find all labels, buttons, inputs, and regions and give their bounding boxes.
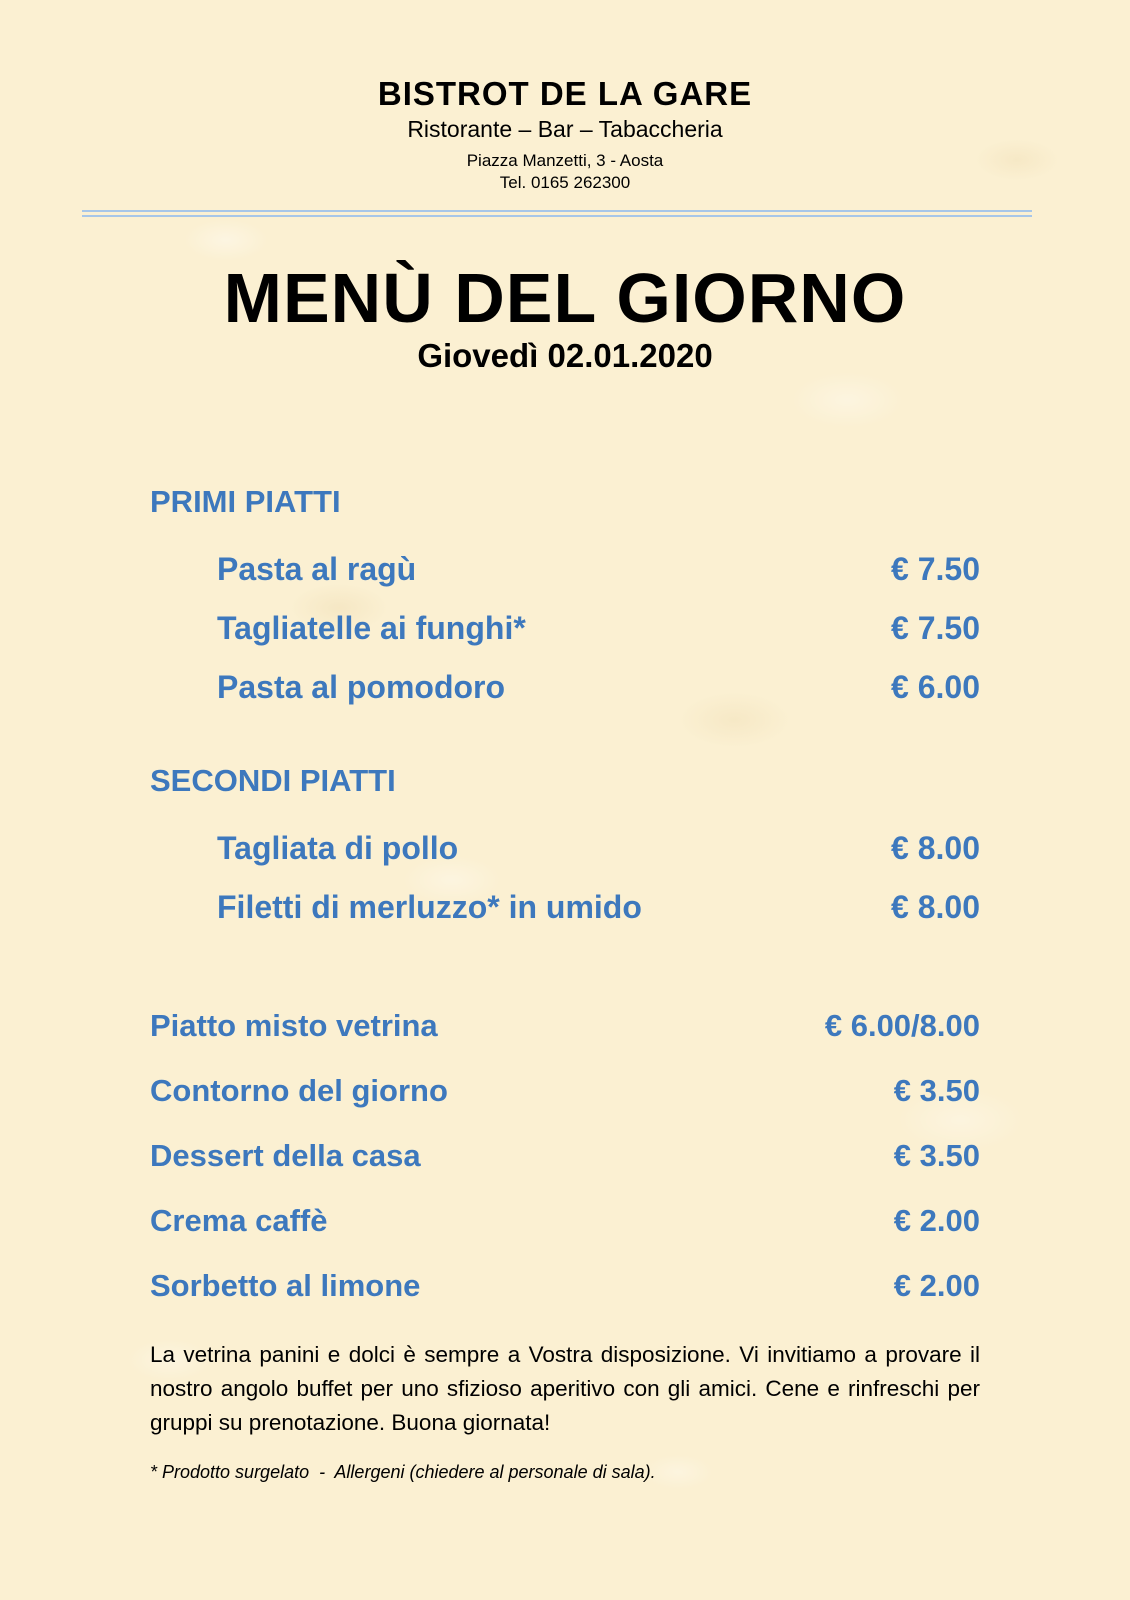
menu-item-price: € 6.00	[891, 669, 980, 705]
menu-item-price: € 2.00	[893, 1203, 980, 1238]
menu-item	[150, 1268, 980, 1312]
menu-item-price: € 8.00	[891, 889, 980, 925]
header-divider	[82, 210, 1032, 217]
menu-item-price: € 7.50	[891, 610, 980, 646]
menu-item-name: Tagliata di pollo	[217, 830, 459, 866]
menu-item-name: Filetti di merluzzo* in umido	[217, 889, 642, 925]
section-title-secondi: SECONDI PIATTI	[150, 763, 396, 798]
menu-item-price: € 3.50	[893, 1073, 980, 1108]
menu-item	[150, 1073, 980, 1117]
menu-item-name: Crema caffè	[150, 1203, 328, 1238]
menu-item-name: Dessert della casa	[150, 1138, 421, 1173]
restaurant-phone: Tel. 0165 262300	[499, 173, 631, 192]
menu-item-name: Tagliatelle ai funghi*	[217, 610, 526, 646]
menu-date: Giovedì 02.01.2020	[417, 337, 713, 374]
menu-item-name: Pasta al ragù	[217, 551, 417, 587]
menu-item-name: Contorno del giorno	[150, 1073, 448, 1108]
menu-title: MENÙ DEL GIORNO	[223, 259, 907, 337]
menu-item	[150, 889, 980, 933]
menu-item-name: Sorbetto al limone	[150, 1268, 421, 1303]
section-title-primi: PRIMI PIATTI	[150, 484, 341, 519]
menu-item	[150, 610, 980, 654]
menu-item-name: Piatto misto vetrina	[150, 1008, 438, 1043]
restaurant-header	[0, 74, 1130, 194]
menu-item	[150, 1203, 980, 1247]
menu-item-price: € 8.00	[891, 830, 980, 866]
menu-item-price: € 7.50	[891, 551, 980, 587]
menu-item-price: € 2.00	[893, 1268, 980, 1303]
menu-item-name: Pasta al pomodoro	[217, 669, 506, 705]
menu-item-price: € 3.50	[893, 1138, 980, 1173]
menu-item	[150, 1008, 980, 1052]
restaurant-name: BISTROT DE LA GARE	[377, 75, 753, 112]
menu-item-price: € 6.00/8.00	[824, 1008, 980, 1043]
menu-item	[150, 551, 980, 595]
restaurant-tagline: Ristorante – Bar – Tabaccheria	[407, 116, 723, 142]
footnote: * Prodotto surgelato - Allergeni (chiedere al personale di sala).	[150, 1462, 656, 1482]
notice-paragraph: La vetrina panini e dolci è sempre a Vostra disposizione. Vi invitiamo a provare il nostro angolo buffet per uno sfizioso aperitivo con gli amici. Cene e rinfreschi per gruppi su prenotazione. Buona giornata!	[150, 1342, 980, 1435]
menu-item	[150, 1138, 980, 1182]
menu-item	[150, 669, 980, 713]
menu-title-block	[0, 258, 1130, 376]
restaurant-address: Piazza Manzetti, 3 - Aosta	[466, 151, 664, 170]
menu-item	[150, 830, 980, 874]
